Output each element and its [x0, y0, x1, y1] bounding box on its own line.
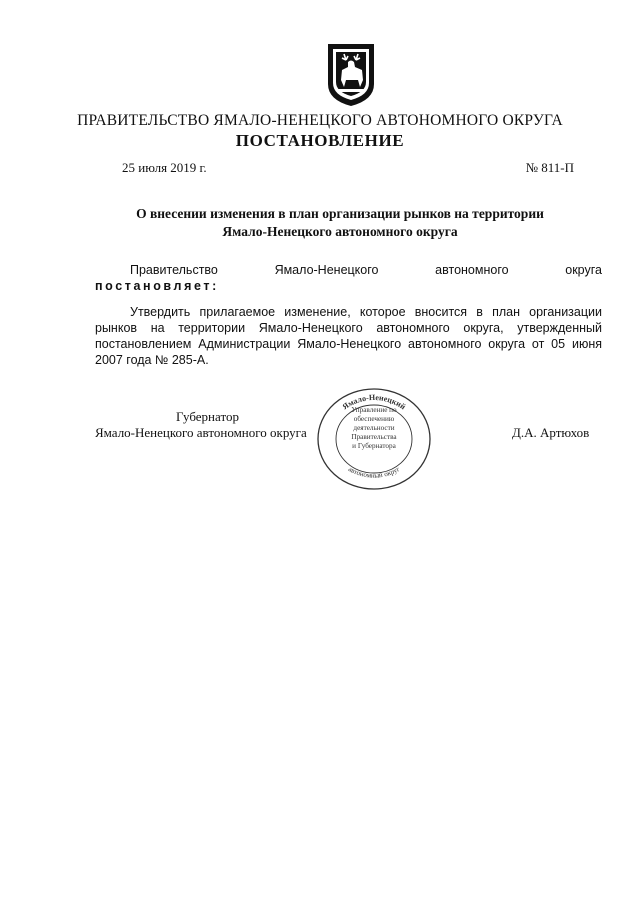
document-number: № 811-П: [525, 160, 574, 175]
preamble-line: [95, 262, 602, 278]
subject-line-2: Ямало-Ненецкого автономного округа: [222, 224, 458, 239]
official-stamp: [314, 387, 434, 491]
stamp-ring-top-text: Ямало-Ненецкий: [340, 392, 408, 412]
preamble-word-autonomous: автономного: [435, 263, 509, 277]
preamble: [95, 262, 602, 294]
stamp-line: деятельности: [353, 424, 395, 432]
preamble-word-region: Ямало-Ненецкого: [274, 263, 379, 277]
decree-word: постановляет:: [95, 279, 219, 293]
subject-line-1: О внесении изменения в план организации рынков на территории: [136, 206, 544, 221]
document-date: 25 июля 2019 г.: [122, 160, 207, 175]
stamp-line: Управление по: [351, 406, 397, 414]
signer-position-line-2: Ямало-Ненецкого автономного округа: [95, 425, 307, 440]
stamp-inner-text: [338, 406, 410, 451]
stamp-line: обеспечению: [353, 415, 395, 423]
decree-body-text: Утвердить прилагаемое изменение, которое вносится в план организации рынков на территории Ямало-Ненецкого автономного округа, утвержденный постановлением Администрации Ямало-Ненецкого автономного округа от 05 июня 2007 года № 285-А.: [95, 305, 602, 367]
document-type-heading: ПОСТАНОВЛЕНИЕ: [235, 131, 405, 150]
signer-name: Д.А. Артюхов: [512, 425, 590, 440]
stamp-line: и Губернатора: [352, 442, 396, 450]
government-title: ПРАВИТЕЛЬСТВО ЯМАЛО-НЕНЕЦКОГО АВТОНОМНОГО ОКРУГА: [77, 112, 563, 129]
document-subject: [90, 205, 590, 241]
coat-of-arms-deer-icon: [322, 40, 380, 108]
stamp-line: Правительства: [351, 433, 397, 441]
signer-position-line-1: Губернатор: [176, 409, 239, 424]
preamble-word-government: Правительство: [130, 263, 218, 277]
stamp-ring-bottom-text: автономный округ: [346, 465, 402, 480]
preamble-word-okrug: округа: [565, 263, 602, 277]
